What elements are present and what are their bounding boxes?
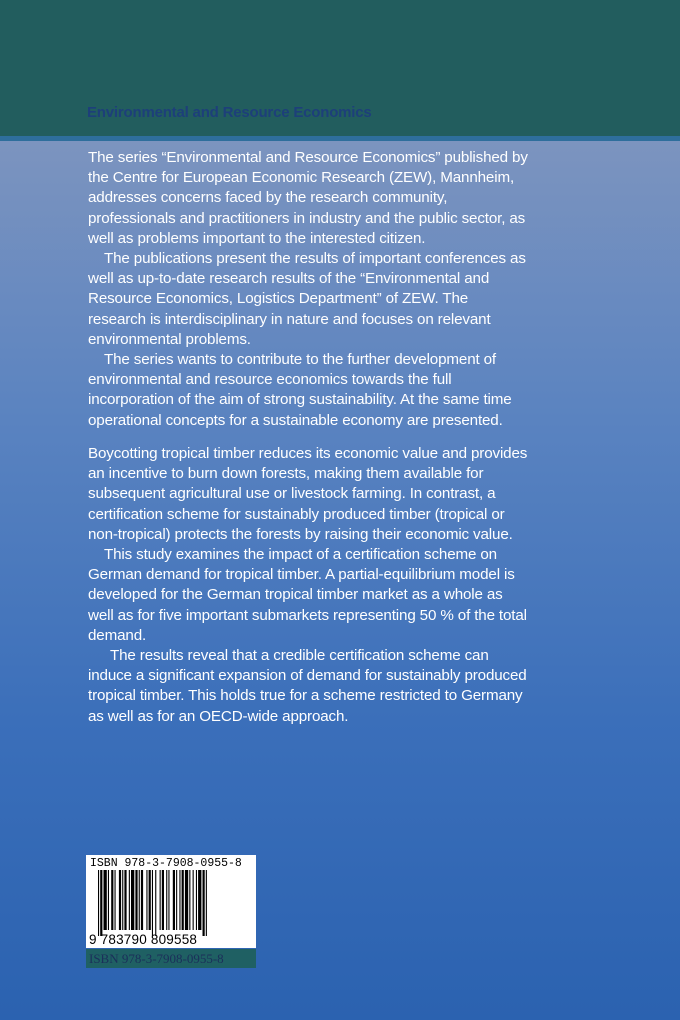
- barcode-bar: [152, 870, 153, 936]
- barcode-bar: [141, 870, 143, 930]
- barcode-bar: [196, 870, 197, 930]
- barcode-bar: [119, 870, 121, 930]
- barcode-bar: [182, 870, 184, 930]
- barcode-bar: [122, 870, 123, 930]
- barcode-bar: [185, 870, 188, 930]
- barcode-bar: [115, 870, 116, 930]
- series-paragraph-1: The series “Environmental and Resource Economics” published by the Centre for European Economic Research (ZEW), Mannheim, addresses concerns faced by the research community, professionals and practitioners in industry and the public sector, as well as problems important to the interested citizen.: [88, 149, 528, 247]
- book-paragraph-1: Boycotting tropical timber reduces its economic value and provides an incentive to burn down forests, making them available for subsequent agricultural use or livestock farming. In contrast, a certification scheme for sustainably produced timber (tropical or non-tropical) protects the forests by raising their economic value.: [88, 445, 528, 543]
- series-paragraph-2: The publications present the results of important conferences as well as up-to-date research results of the “Environmental and Resource Economics, Logistics Department” of ZEW. The research is interdisciplinary in nature and focuses on relevant environmental problems.: [88, 250, 526, 348]
- barcode-bar: [124, 870, 126, 930]
- barcode-bar: [193, 870, 194, 930]
- isbn-barcode: [86, 855, 256, 948]
- series-title: Environmental and Resource Economics: [87, 104, 372, 121]
- series-description: [88, 148, 528, 431]
- barcode-bar: [168, 870, 169, 930]
- book-paragraph-2: This study examines the impact of a certification scheme on German demand for tropical timber. A partial-equilibrium model is developed for the German tropical timber market as a whole as well as for five important submarkets representing 50 % of the total demand.: [88, 546, 527, 644]
- barcode-bar: [173, 870, 175, 930]
- barcode-bar: [98, 870, 99, 936]
- barcode-bar: [146, 870, 147, 930]
- barcode-digits: 9 783790 809558: [89, 932, 198, 947]
- barcode-bar: [189, 870, 190, 930]
- barcode-isbn-label: ISBN 978-3-7908-0955-8: [90, 857, 242, 870]
- series-paragraph-3: The series wants to contribute to the further development of environmental and resource economics towards the full incorporation of the aim of strong sustainability. At the same time operational concepts for a sustainable economy are presented.: [88, 351, 512, 429]
- barcode-bar: [139, 870, 140, 930]
- barcode-bar: [131, 870, 134, 930]
- barcode-bar: [149, 870, 151, 930]
- barcode-bar: [166, 870, 167, 930]
- barcode-bar: [155, 870, 156, 936]
- barcode-bar: [206, 870, 207, 936]
- barcode-bar: [198, 870, 201, 930]
- barcode-bar: [203, 870, 205, 936]
- isbn-footer: ISBN 978-3-7908-0955-8: [86, 949, 256, 968]
- barcode-bar: [129, 870, 130, 930]
- book-paragraph-3: The results reveal that a credible certification scheme can induce a significant expansion of demand for sustainably produced tropical timber. This holds true for a scheme restricted to Germany as well as for an OECD-wide approach.: [88, 647, 527, 725]
- barcode-bar: [108, 870, 109, 930]
- barcode-bar: [100, 870, 102, 936]
- barcode-bar: [111, 870, 113, 930]
- barcode-bar: [135, 870, 137, 930]
- barcode-bar: [162, 870, 164, 930]
- barcode-bar: [160, 870, 161, 930]
- barcode-bar: [176, 870, 177, 930]
- barcode-bar: [179, 870, 180, 930]
- book-description: [88, 444, 528, 727]
- barcode-bar: [104, 870, 107, 930]
- divider-rule: [0, 136, 680, 141]
